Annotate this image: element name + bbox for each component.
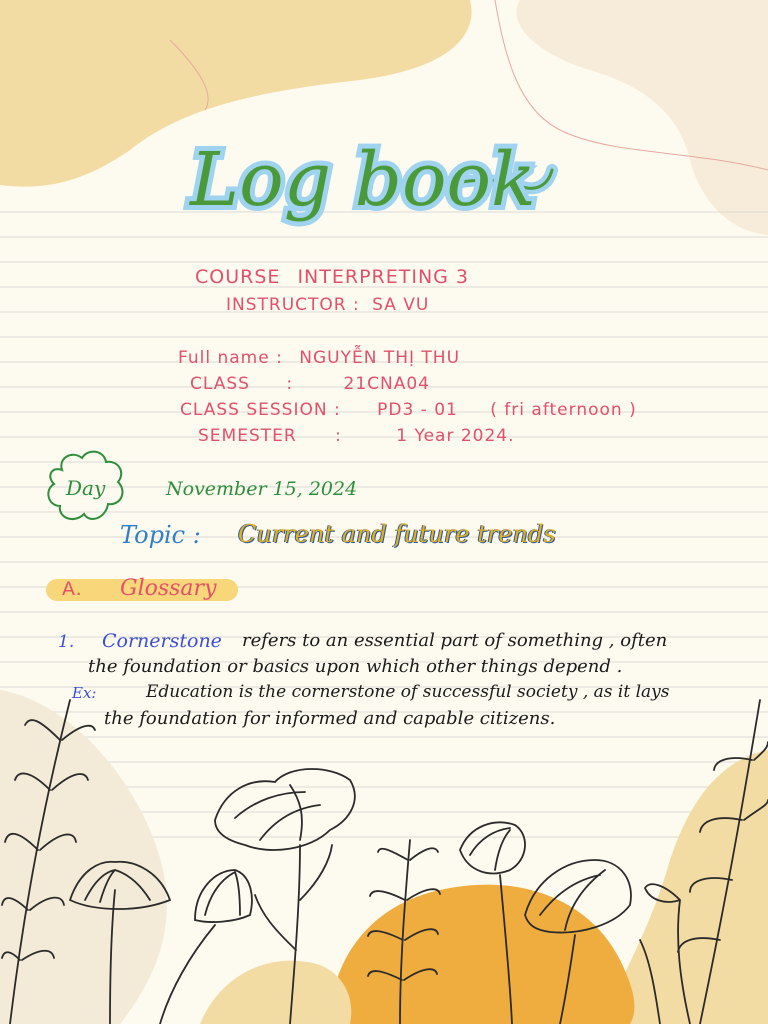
topic-label: Topic : (120, 521, 201, 549)
page-title: Log book (190, 137, 536, 223)
course-value: INTERPRETING 3 (297, 266, 470, 288)
fullname-value: NGUYỄN THỊ THU (299, 348, 461, 368)
semester-label: SEMESTER (198, 426, 297, 446)
day-date: November 15, 2024 (166, 478, 358, 500)
class-value: 21CNA04 (343, 374, 430, 394)
fullname-label: Full name : (178, 348, 283, 368)
session-label: CLASS SESSION : (180, 400, 341, 420)
day-badge: Day (66, 476, 106, 500)
session-note: ( fri afternoon ) (490, 400, 637, 420)
section-title: Glossary (120, 576, 217, 601)
glossary-definition-line2: the foundation or basics upon which other things depend . (88, 656, 623, 677)
semester-value: 1 Year 2024. (396, 426, 515, 446)
session-value: PD3 - 01 (377, 400, 458, 420)
class-sep: : (286, 374, 294, 394)
section-letter: A. (62, 578, 83, 600)
glossary-number: 1. (58, 632, 75, 652)
glossary-definition-line1: refers to an essential part of something , often (242, 630, 668, 651)
glossary-term: Cornerstone (102, 630, 222, 652)
example-label: Ex: (72, 684, 97, 702)
class-label: CLASS (190, 374, 250, 394)
example-line1: Education is the cornerstone of successful society , as it lays (146, 682, 670, 702)
instructor-label: INSTRUCTOR : (226, 295, 360, 315)
semester-sep: : (335, 426, 342, 446)
instructor-value: SA VU (372, 295, 430, 315)
example-line2: the foundation for informed and capable citizens. (104, 708, 556, 729)
course-label: COURSE (195, 266, 281, 288)
topic-value: Current and future trends (238, 520, 556, 548)
